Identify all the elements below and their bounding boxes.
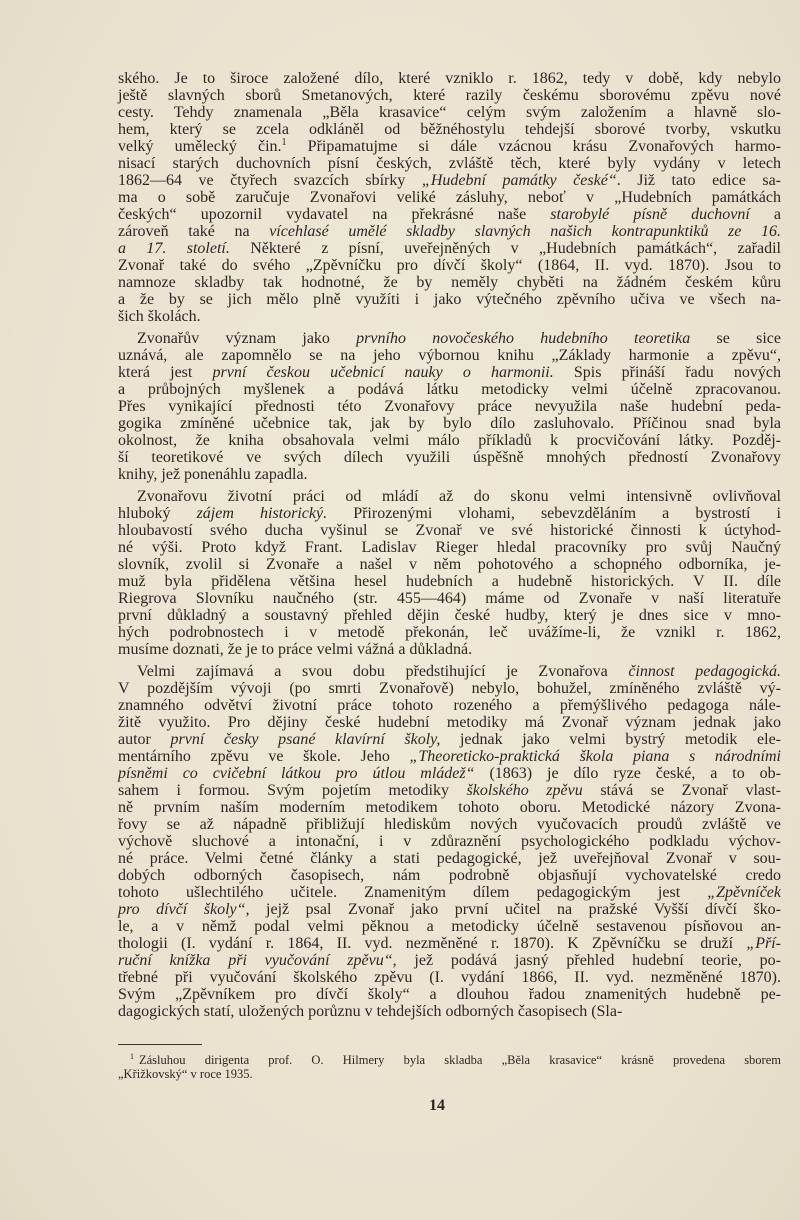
footnote-line-1 [118,1050,781,1067]
text-line [118,240,781,257]
text-run: třebné při vyučování školského zpěvu (I. vydání 1866, II. vyd. nezměněné 1870). [118,969,781,986]
text-line [118,466,781,483]
text-run: Svým „Zpěvníkem pro dívčí školy“ a dlouhou řadou znamenitých hudebně pe- [118,986,781,1003]
text-run: se sice [690,330,781,347]
text-run: Riegrova Slovníku naučného (str. 455—464) máme od Zvonaře v naší literatuře [118,590,781,607]
text-run: né práce. Velmi četné články a stati pedagogické, jež uveřejňoval Zvonař v sou- [118,850,781,867]
text-run: a průbojných myšlenek a podává látku metodicky velmi účelně zpracovanou. [118,381,781,398]
italic-text-run: starobylé písně duchovní [550,206,750,223]
text-run: dagogických statí, uložených porůznu v tehdejších odborných časopisech (Sla- [118,1003,623,1020]
text-line [118,641,781,658]
text-line [118,850,781,867]
text-line [118,816,781,833]
text-line [118,731,781,748]
text-run: ještě slavných sborů Smetanových, které razily českému sborovému zpěvu nové [118,87,781,104]
text-line [118,172,781,189]
text-line [118,381,781,398]
text-run: zároveň také na [118,223,270,240]
text-line [118,121,781,138]
text-line [118,663,781,680]
text-run: Zvonař také do svého „Zpěvníčku pro dívčí školy“ (1864, II. vyd. 1870). Jsou to [118,257,781,274]
text-line [118,867,781,884]
text-run: řovy se až nápadně přibližují hlediskům nových vyučovacích proudů zvláště ve [118,816,781,833]
text-run: (1863) je dílo ryze české, a to ob- [474,765,782,782]
body-text [118,70,781,1025]
text-line [118,223,781,240]
footnote-mark: 1 [130,1052,134,1061]
text-line [118,308,781,325]
text-line [118,884,781,901]
text-line [118,680,781,697]
footnote-text-1: Zásluhou dirigenta prof. O. Hilmery byla skladba „Běla krasavice“ krásně provedena sborem [139,1053,781,1067]
italic-text-run: vícehlasé umělé skladby slavných našich kontrapunktiků ze 16. [269,223,781,240]
text-run: le, a v němž podal velmi pěknou a metodicky účelně sestavenou písňovou an- [118,918,781,935]
text-run: a že by se jich mělo plně využíti i jako výtečného zpěvního učiva ve všech na- [118,291,781,308]
text-run: musíme doznati, že je to práce velmi vážná a důkladná. [118,641,473,658]
text-run: né výši. Proto když Frant. Ladislav Rieger hledal pracovníky pro svůj Naučný [118,539,781,556]
text-run: dobých odborných časopisech, nám podrobně objasňují vychovatelské credo [118,867,781,884]
text-run: . Již tato edice sa- [616,172,782,189]
text-line [118,799,781,816]
text-run: hluboký [118,505,197,522]
text-line [118,952,781,969]
footnote-line-2: „Křižkovský“ v roce 1935. [118,1067,253,1081]
text-run: jejž psal Zvonař jako první učitel na pražské Vyšší dívčí ško- [249,901,782,918]
text-line [118,607,781,624]
text-run: sahem i formou. Svým pojetím metodiky [118,782,467,799]
text-run: ně prvním naším moderním metodikem tohoto oboru. Metodické názory Zvona- [118,799,781,816]
text-run: českých“ upozornil vydavatel na překrásné naše [118,206,551,223]
text-line [118,138,781,155]
text-run: ší teoretikové ve svých dílech využili úspěšně mnohých předností Zvonařovy [118,449,781,466]
text-line [118,573,781,590]
text-line [118,539,781,556]
text-line [118,347,781,364]
text-line [118,714,781,731]
text-line [118,189,781,206]
text-line [118,155,781,172]
footnote-divider [118,1044,202,1045]
italic-text-run: ruční knížka při vyučování zpěvu“, [118,952,397,969]
text-run: Přirozenými vlohami, sebevzděláním a bystrostí i [327,505,782,522]
paragraph [118,70,781,325]
text-line [118,87,781,104]
text-line [118,697,781,714]
text-run: uznává, ale zapomnělo se na jeho výbornou knihu „Základy harmonie a zpěvu“, [118,347,781,364]
paragraph [118,663,781,1020]
text-line [118,449,781,466]
text-run: V pozdějším vývoji (po smrti Zvonařově) nebylo, bohužel, zmíněného zvláště vý- [118,680,781,697]
text-run: velký umělecký čin. [118,138,282,155]
text-line [118,274,781,291]
text-run: ma o sobě zaručuje Zvonařovi veliké zásluhy, neboť v „Hudebních památkách [118,189,781,206]
text-run: namnoze skladby tak hodnotné, že by neměly chyběti na žádném českém kůru [118,274,781,291]
text-run: 1862—64 ve čtyřech svazcích sbírky [118,172,422,189]
text-run: knihy, jež ponenáhlu zapadla. [118,466,308,483]
text-line [118,986,781,1003]
text-line [118,70,781,87]
text-line [118,624,781,641]
text-run: cesty. Tehdy znamenala „Běla krasavice“ celým svým založením a hlavně slo- [118,104,781,121]
text-run: autor [118,731,171,748]
text-run: stává se Zvonař vlast- [582,782,781,799]
italic-text-run: činnost pedagogická. [628,663,781,680]
text-line [118,765,781,782]
text-run: nisací starých duchovních písní českých, zvláště těch, které byly vydány v letech [118,155,781,172]
text-line [118,556,781,573]
italic-text-run: prvního novočeského hudebního teoretika [356,330,691,347]
text-run: a [749,206,782,223]
italic-text-run: a 17. století. [118,240,230,257]
text-line [118,104,781,121]
text-run: ského. Je to široce založené dílo, které vzniklo r. 1862, tedy v době, kdy nebylo [118,70,781,87]
text-run: mentárního zpěvu ve škole. Jeho [118,748,410,765]
footnote [118,1050,781,1081]
text-line [118,432,781,449]
text-line [118,522,781,539]
text-run: Zvonařovu životní práci od mládí až do skonu velmi intensivně ovlivňoval [137,488,781,505]
text-line [118,364,781,381]
text-run: hých podrobnostech i v metodě překonán, leč uvážíme-li, že vznikl r. 1862, [118,624,781,641]
text-line [118,969,781,986]
paragraph [118,330,781,483]
text-run: thologii (I. vydání r. 1864, II. vyd. nezměněné r. 1870). K Zpěvníčku se druží [118,935,747,952]
text-run: žitě využito. Pro dějiny české hudební metodiky má Zvonař význam jednak jako [118,714,781,731]
text-run: tohoto ušlechtilého učitele. Znamenitým dílem pedagogickým jest [118,884,708,901]
text-run: Velmi zajímavá a svou dobu předstihující je Zvonařova [137,663,629,680]
text-run: znamného odvětví životní práce tohoto rozeného a přemýšlivého pedagoga nále- [118,697,781,714]
text-line [118,206,781,223]
italic-text-run: „Pří- [746,935,781,952]
text-run: první důkladný a soustavný přehled dějin české hudby, který je dnes sice v mno- [118,607,781,624]
text-line [118,330,781,347]
text-run: Připamatujme si dále vzácnou krásu Zvonařových harmo- [286,138,781,155]
text-line [118,782,781,799]
text-run: muž byla přidělena většina hesel hudebních a hudebně historických. V II. díle [118,573,781,590]
footnote-reference: 1 [281,137,287,148]
text-line [118,833,781,850]
text-run: gogika zmíněné učebnice tak, jak by bylo dílo zasluhovalo. Příčinou snad byla [118,415,781,432]
text-line [118,901,781,918]
text-run: hem, který se zcela odkláněl od běžnéhostylu tehdejší sborové tvorby, vskutku [118,121,781,138]
paragraph [118,488,781,658]
italic-text-run: školského zpěvu [466,782,583,799]
text-run: jednak jako velmi bystrý metodik ele- [440,731,782,748]
italic-text-run: „Zpěvníček [707,884,781,901]
page-number: 14 [429,1097,445,1114]
italic-text-run: první českou učebnicí nauky o harmonii. [212,364,554,381]
text-run: jež podává jasný přehled hudební teorie, po- [396,952,781,969]
text-line [118,415,781,432]
italic-text-run: „Hudební památky české“ [421,172,617,189]
text-line [118,748,781,765]
text-run: výchově sluchové a intonační, i v zdůraznění psychologického podkladu výchov- [118,833,781,850]
text-line [118,291,781,308]
text-line [118,505,781,522]
text-line [118,918,781,935]
text-run: která jest [118,364,213,381]
text-run: okolnost, že kniha obsahovala velmi málo příkladů k procvičování látky. Pozděj- [118,432,781,449]
text-run: Přes vynikající přednosti této Zvonařovy práce nevyužila naše hudební peda- [118,398,781,415]
text-line [118,935,781,952]
text-run: Některé z písní, uveřejněných v „Hudebních památkách“, zařadil [229,240,782,257]
text-line [118,398,781,415]
text-run: Spis přináší řadu nových [553,364,782,381]
italic-text-run: zájem historický. [196,505,328,522]
italic-text-run: písněmi co cvičební látkou pro útlou mládež“ [118,765,475,782]
italic-text-run: pro dívčí školy“, [118,901,250,918]
text-line [118,1003,781,1020]
text-line [118,488,781,505]
text-run: slovník, zvolil si Zvonaře a našel v něm pohotového a schopného odborníka, je- [118,556,781,573]
text-run: Zvonařův význam jako [137,330,357,347]
italic-text-run: „Theoreticko-praktická škola piana s národními [409,748,781,765]
text-run: hloubavostí svého ducha vyšinul se Zvonař ve své historické činnosti k úctyhod- [118,522,781,539]
text-run: šich školách. [118,308,201,325]
text-line [118,257,781,274]
text-line [118,590,781,607]
italic-text-run: první česky psané klavírní školy, [170,731,441,748]
